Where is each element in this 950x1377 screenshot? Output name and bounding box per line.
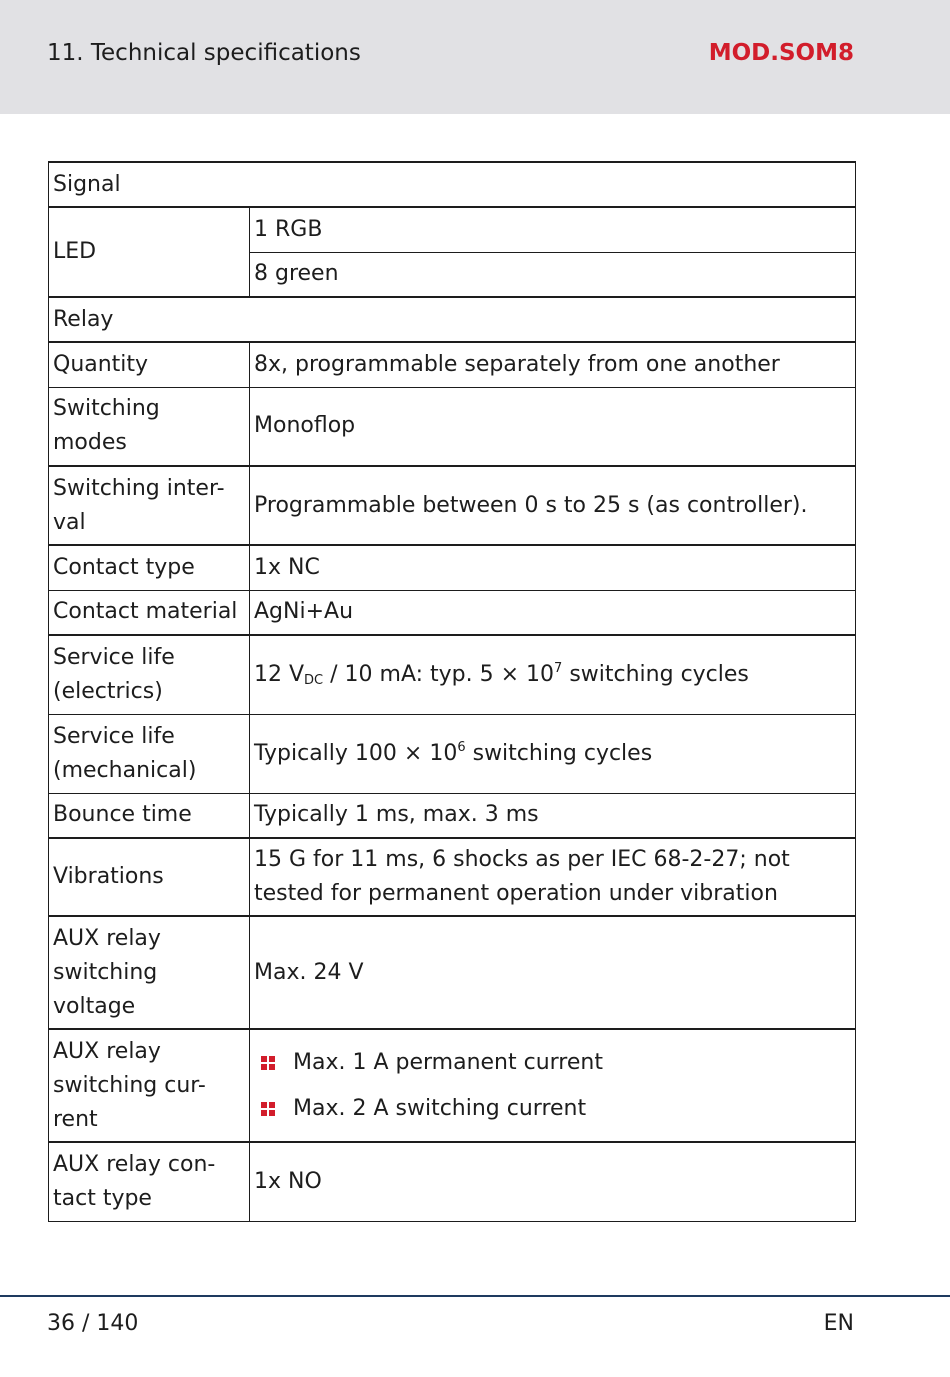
row-value-switching-modes: Monoflop	[250, 387, 856, 466]
row-label-vibrations: Vibrations	[49, 838, 250, 916]
cycles-text: switching cycles	[465, 740, 653, 766]
list-item	[254, 1086, 855, 1132]
label-line: AUX relay	[53, 1038, 161, 1064]
voltage-text: 12 V	[254, 661, 305, 687]
page-header	[0, 0, 950, 114]
row-value-aux-voltage: Max. 24 V	[250, 916, 856, 1029]
table-row	[49, 1142, 856, 1221]
table-row	[49, 714, 856, 793]
table-row	[49, 1029, 856, 1142]
row-value-quantity: 8x, programmable separately from one another	[250, 342, 856, 387]
led-value-rgb: 1 RGB	[250, 207, 856, 252]
row-value-aux-contact: 1x NO	[250, 1142, 856, 1221]
label-line: voltage	[53, 993, 136, 1019]
bullet-list	[254, 1040, 855, 1132]
label-line: switching cur-	[53, 1072, 206, 1098]
row-label-bounce-time: Bounce time	[49, 793, 250, 838]
table-row	[49, 793, 856, 838]
row-label-switching-modes	[49, 387, 250, 466]
typical-text: Typically 100 × 10	[254, 740, 458, 766]
led-value-green: 8 green	[250, 252, 856, 297]
row-label-led: LED	[49, 207, 250, 297]
row-value-vibrations	[250, 838, 856, 916]
label-line: switching	[53, 959, 158, 985]
red-square-bullet-icon	[261, 1102, 275, 1116]
row-value-contact-material: AgNi+Au	[250, 590, 856, 635]
row-value-contact-type: 1x NC	[250, 545, 856, 590]
table-row	[49, 162, 856, 207]
footer-divider	[0, 1295, 950, 1297]
value-line: 15 G for 11 ms, 6 shocks as per IEC 68-2-27; not	[254, 847, 790, 872]
bullet-text: Max. 1 A permanent current	[293, 1049, 603, 1075]
section-heading-relay: Relay	[49, 297, 856, 342]
row-label-aux-contact	[49, 1142, 250, 1221]
section-heading-signal: Signal	[49, 162, 856, 207]
label-line: val	[53, 509, 86, 535]
row-value-switching-interval: Programmable between 0 s to 25 s (as controller).	[250, 466, 856, 545]
table-row	[49, 387, 856, 466]
spec-table	[48, 161, 856, 1222]
row-label-contact-type: Contact type	[49, 545, 250, 590]
table-row	[49, 297, 856, 342]
section-title: 11. Technical specifications	[47, 40, 361, 66]
label-line: AUX relay	[53, 925, 161, 951]
language-indicator: EN	[823, 1311, 854, 1336]
table-row	[49, 590, 856, 635]
row-value-aux-current	[250, 1029, 856, 1142]
row-value-service-life-electrics	[250, 635, 856, 714]
label-line: AUX relay con-	[53, 1151, 216, 1177]
label-line: tact type	[53, 1185, 152, 1211]
label-line: (mechanical)	[53, 757, 197, 783]
table-row	[49, 466, 856, 545]
label-line: Switching	[53, 396, 160, 422]
label-line: Service life	[53, 644, 175, 670]
voltage-subscript: DC	[304, 672, 324, 688]
row-label-service-life-mechanical	[49, 714, 250, 793]
red-square-bullet-icon	[261, 1056, 275, 1070]
table-row	[49, 916, 856, 1029]
row-label-aux-current	[49, 1029, 250, 1142]
table-row	[49, 838, 856, 916]
label-line: Switching inter-	[53, 475, 225, 501]
page-number: 36 / 140	[47, 1311, 139, 1336]
exponent: 6	[457, 739, 466, 755]
row-value-service-life-mechanical	[250, 714, 856, 793]
label-line: Service life	[53, 723, 175, 749]
table-row	[49, 342, 856, 387]
row-label-switching-interval	[49, 466, 250, 545]
label-line: modes	[53, 430, 127, 456]
cycles-text: switching cycles	[562, 661, 749, 687]
product-name: MOD.SOM8	[708, 40, 854, 66]
table-row	[49, 635, 856, 714]
list-item	[254, 1040, 855, 1086]
table-row	[49, 545, 856, 590]
row-label-contact-material: Contact material	[49, 590, 250, 635]
table-row	[49, 207, 856, 252]
bullet-text: Max. 2 A switching current	[293, 1095, 587, 1121]
label-line: (electrics)	[53, 678, 163, 704]
label-line: rent	[53, 1106, 98, 1132]
row-value-bounce-time: Typically 1 ms, max. 3 ms	[250, 793, 856, 838]
row-label-service-life-electrics	[49, 635, 250, 714]
row-label-quantity: Quantity	[49, 342, 250, 387]
exponent: 7	[554, 660, 563, 676]
value-line: tested for permanent operation under vibration	[254, 881, 778, 906]
row-label-aux-voltage	[49, 916, 250, 1029]
current-text: / 10 mA: typ. 5 × 10	[323, 661, 555, 687]
